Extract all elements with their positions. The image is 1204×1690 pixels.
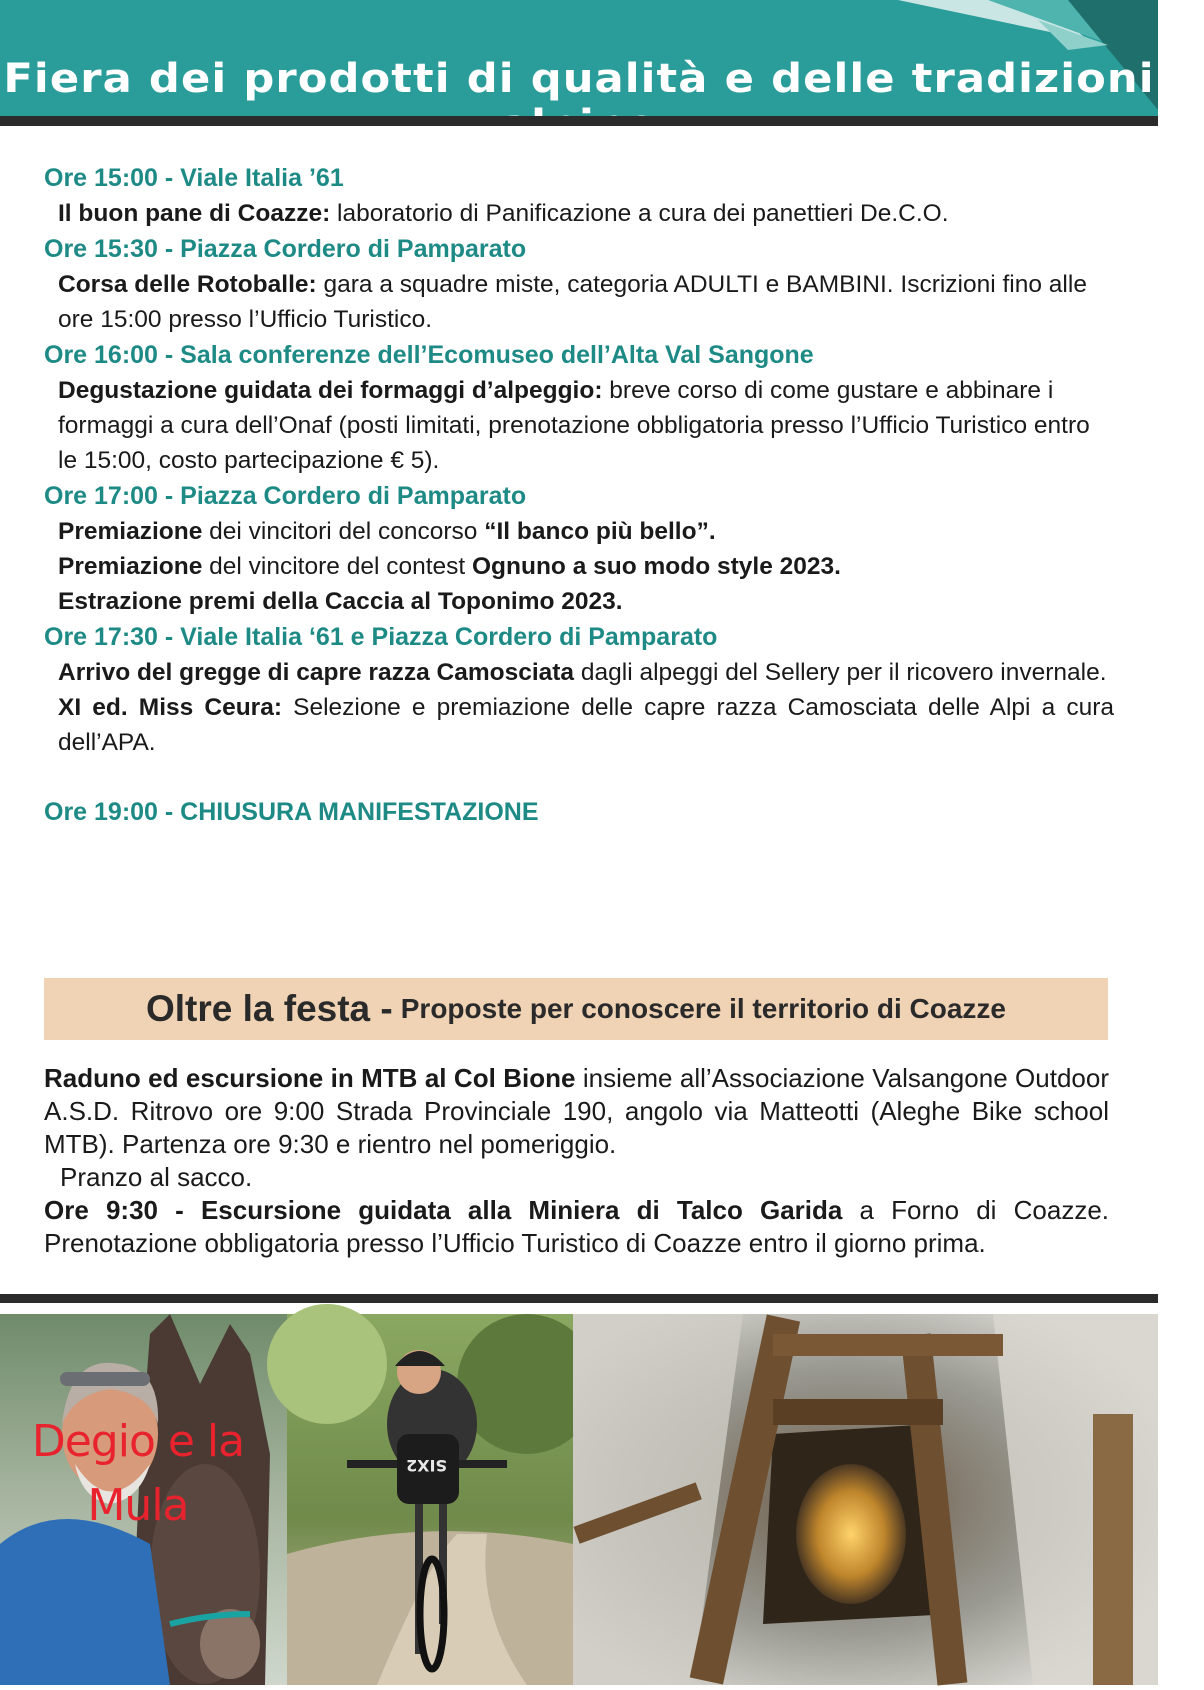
program-time: Ore 17:00 - Piazza Cordero di Pamparato xyxy=(44,482,527,510)
program-item: Arrivo del gregge di capre razza Camosciata dagli alpeggi del Sellery per il ricovero invernale. xyxy=(58,659,1107,686)
page-title: Fiera dei prodotti di qualità e delle tradizioni xyxy=(3,56,1155,102)
activity-item: Raduno ed escursione in MTB al Col Bione insieme all’Associazione Valsangone Outdoor A.S.D. Ritrovo ore 9:00 Strada Provinciale 190, angolo via Matteotti (Aleghe Bike school MTB). Partenza ore 9:30 e rientro nel pomeriggio. xyxy=(44,1063,1110,1159)
program-item: XI ed. Miss Ceura: Selezione e premiazione delle capre razza Camosciata delle Alpi a cura dell’APA. xyxy=(58,694,1114,756)
photo-strip xyxy=(0,1314,1158,1685)
program-item: Degustazione guidata dei formaggi d’alpeggio: breve corso di come gustare e abbinare i formaggi a cura dell’Onaf (posti limitati, prenotazione obbligatoria presso l’Ufficio Turistico entro le 15:00, costo partecipazione € 5). xyxy=(58,377,1090,474)
band-subtitle: Proposte per conoscere il territorio di Coazze xyxy=(400,993,1007,1024)
program-item: Il buon pane di Coazze: laboratorio di Panificazione a cura dei panettieri De.C.O. xyxy=(58,200,949,227)
program-item: Premiazione dei vincitori del concorso “Il banco più bello”. xyxy=(58,518,716,545)
program-time: Ore 15:30 - Piazza Cordero di Pamparato xyxy=(44,235,527,263)
header-rule xyxy=(0,116,1158,126)
program-item: Estrazione premi della Caccia al Toponimo 2023. xyxy=(58,588,623,615)
program-time: Ore 16:00 - Sala conferenze dell’Ecomuseo dell’Alta Val Sangone xyxy=(44,341,814,369)
photo-man-with-mule xyxy=(0,1314,287,1685)
extra-activities xyxy=(44,1062,1109,1260)
activity-item: Ore 9:30 - Escursione guidata alla Miniera di Talco Garida a Forno di Coazze. Prenotazione obbligatoria presso l’Ufficio Turistico di Coazze entro il giorno prima. xyxy=(44,1195,1109,1258)
section-band xyxy=(44,978,1108,1040)
footer-rule xyxy=(0,1294,1158,1303)
closing-time: Ore 19:00 - CHIUSURA MANIFESTAZIONE xyxy=(44,798,539,826)
program-item: Corsa delle Rotoballe: gara a squadre miste, categoria ADULTI e BAMBINI. Iscrizioni fino alle ore 15:00 presso l’Ufficio Turistico. xyxy=(58,271,1087,333)
program-time: Ore 15:00 - Viale Italia ’61 xyxy=(44,164,344,192)
activity-note: Pranzo al sacco. xyxy=(60,1162,253,1192)
program-item: Premiazione del vincitore del contest Ognuno a suo modo style 2023. xyxy=(58,553,841,580)
photo-caption: Degio e la Mula xyxy=(31,1416,245,1531)
photo-mine-tunnel xyxy=(573,1314,1158,1685)
jersey-text: SIX2 xyxy=(406,1456,447,1475)
band-title: Oltre la festa - xyxy=(145,988,393,1029)
program-list xyxy=(44,160,1114,830)
photo-mountain-biker xyxy=(287,1314,573,1685)
header-banner xyxy=(0,0,1158,124)
program-time: Ore 17:30 - Viale Italia ‘61 e Piazza Cordero di Pamparato xyxy=(44,623,718,651)
